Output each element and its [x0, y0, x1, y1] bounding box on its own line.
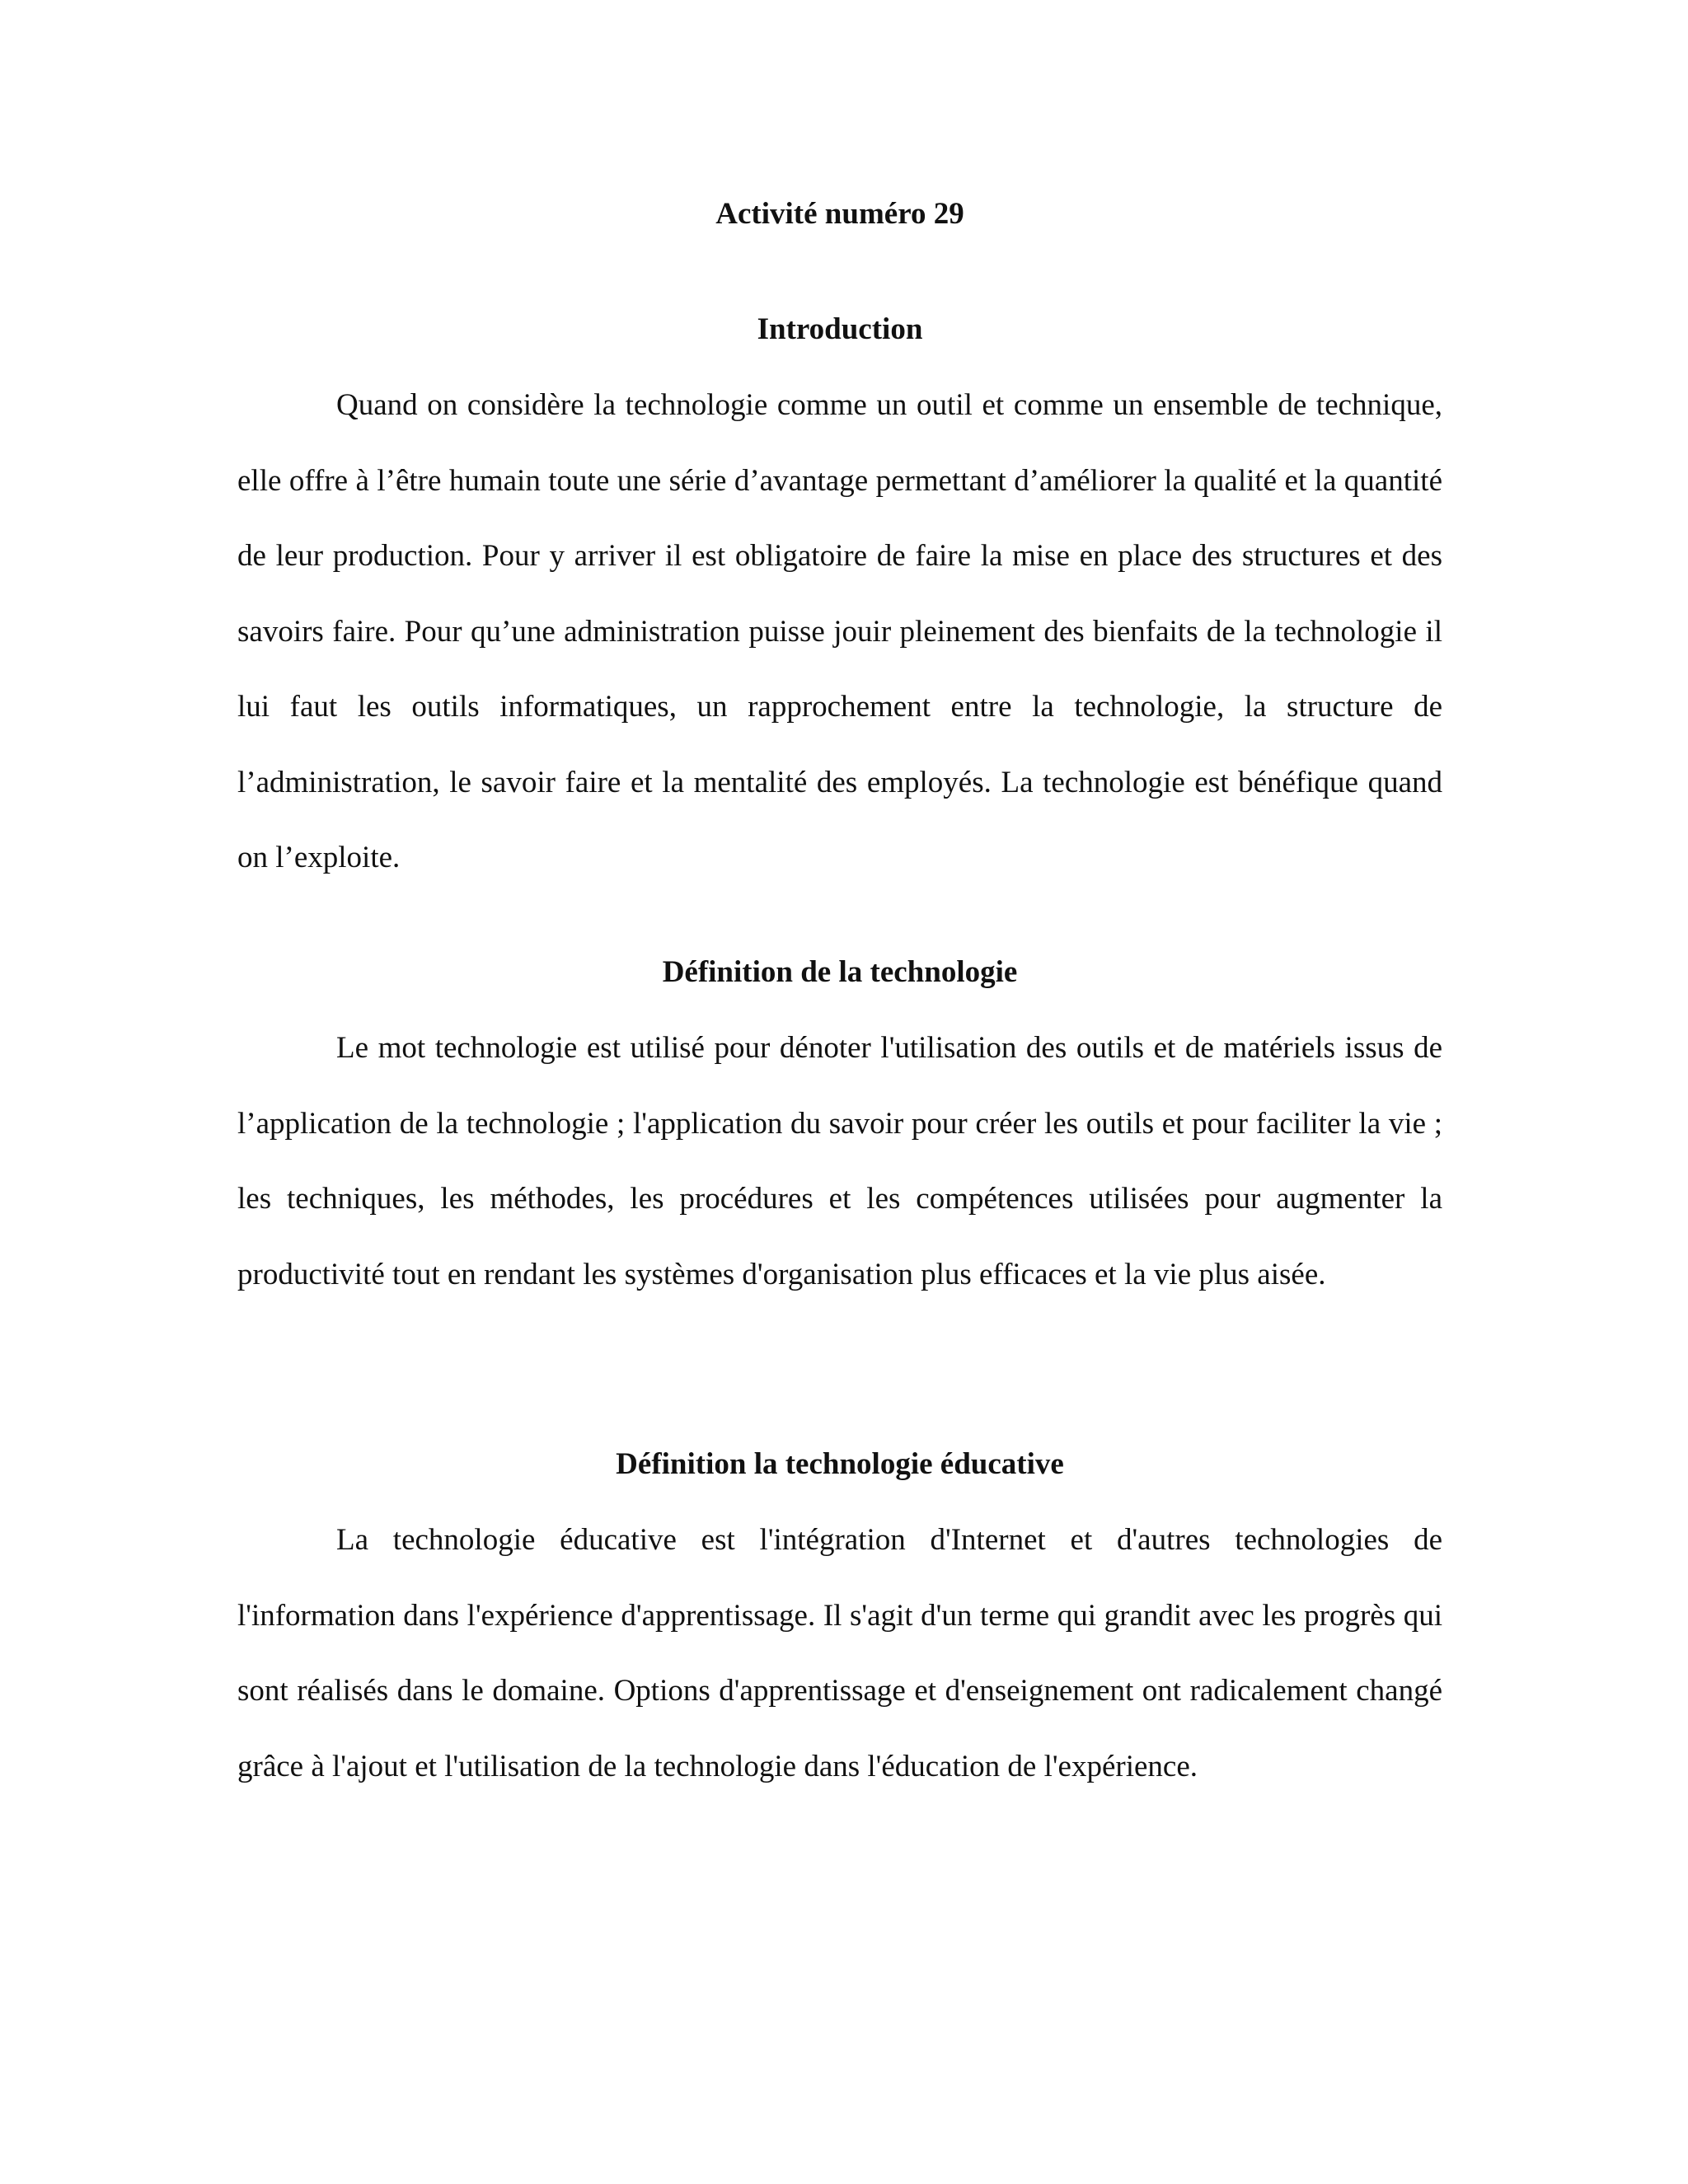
section-paragraph-introduction: Quand on considère la technologie comme un outil et comme un ensemble de technique, elle offre à l’être humain toute une série d’avantage permettant d’améliorer la qualité et la quantité de leur production. Pour y arriver il est obligatoire de faire la mise en place des structures et des savoirs faire. Pour qu’une administration puisse jouir pleinement des bienfaits de la technologie il lui faut les outils informatiques, un rapprochement entre la technologie, la structure de l’administration, le savoir faire et la mentalité des employés. La technologie est bénéfique quand on l’exploite.	[237, 388, 1442, 874]
section-heading-introduction: Introduction	[757, 312, 923, 346]
section-heading-definition-technologie: Définition de la technologie	[662, 955, 1018, 989]
section-heading-technologie-educative: Définition la technologie éducative	[616, 1447, 1064, 1481]
section-paragraph-technologie-educative: La technologie éducative est l'intégration d'Internet et d'autres technologies de l'information dans l'expérience d'apprentissage. Il s'agit d'un terme qui grandit avec les progrès qui sont réalisés dans le domaine. Options d'apprentissage et d'enseignement ont radicalement changé grâce à l'ajout et l'utilisation de la technologie dans l'éducation de l'expérience.	[237, 1523, 1442, 1783]
document-title: Activité numéro 29	[715, 197, 964, 231]
section-paragraph-definition-technologie: Le mot technologie est utilisé pour dénoter l'utilisation des outils et de matériels issus de l’application de la technologie ; l'application du savoir pour créer les outils et pour faciliter la vie ; les techniques, les méthodes, les procédures et les compétences utilisées pour augmenter la productivité tout en rendant les systèmes d'organisation plus efficaces et la vie plus aisée.	[237, 1031, 1442, 1291]
